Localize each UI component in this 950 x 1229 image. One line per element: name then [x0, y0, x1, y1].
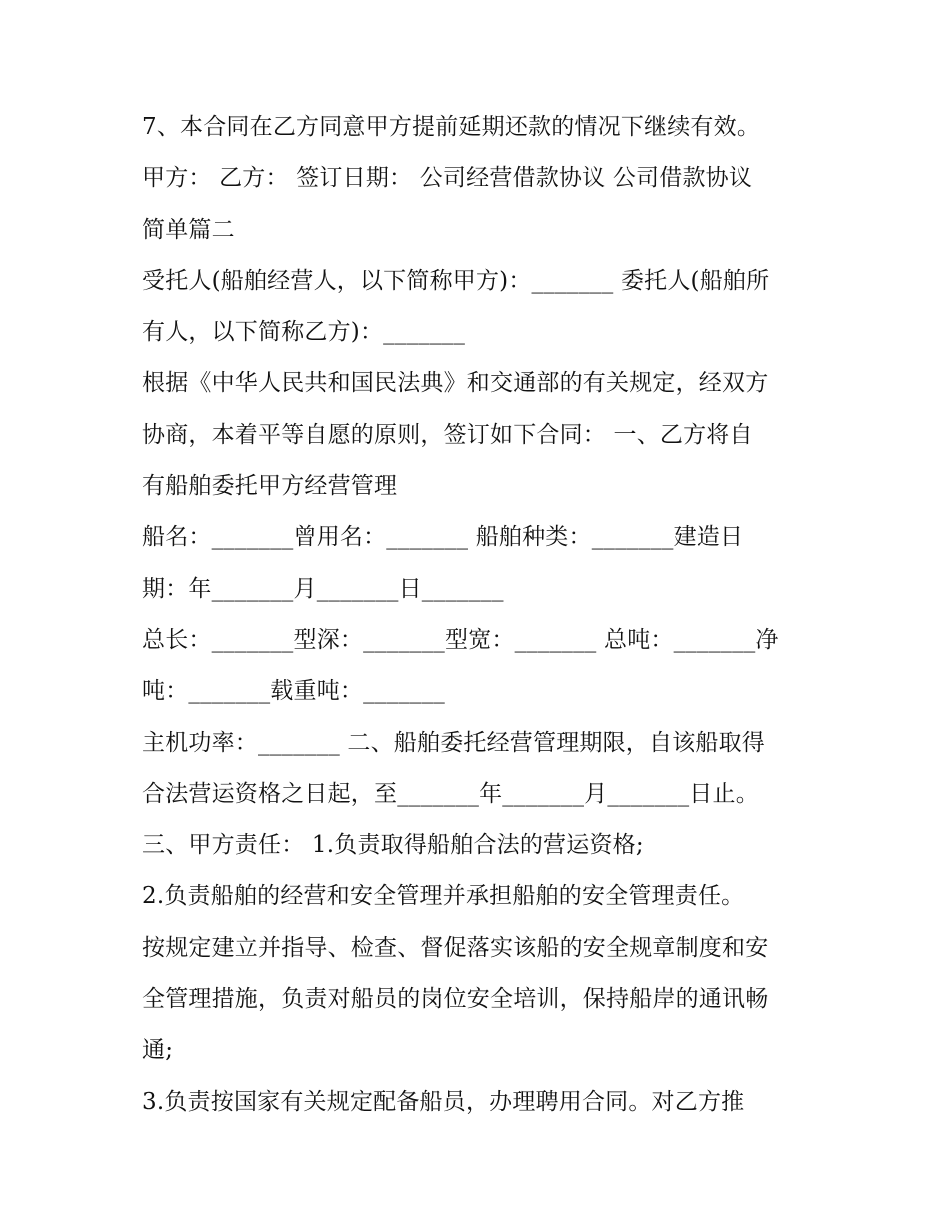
text-line: 全管理措施，负责对船员的岗位安全培训，保持船岸的通讯畅 [142, 986, 769, 1013]
text-line: 按规定建立并指导、检查、督促落实该船的安全规章制度和安 [142, 934, 769, 961]
text-line: 合法营运资格之日起，至_______年_______月_______日止。 [142, 780, 759, 807]
text-line: 根据《中华人民共和国民法典》和交通部的有关规定，经双方 [142, 370, 769, 397]
text-line: 甲方： 乙方： 签订日期： 公司经营借款协议 公司借款协议 [142, 165, 753, 192]
text-line: 三、甲方责任： 1.负责取得船舶合法的营运资格; [142, 832, 644, 859]
text-line: 有人，以下简称乙方)：_______ [142, 319, 466, 346]
document-body [142, 102, 822, 1128]
text-line: 期：年_______月_______日_______ [142, 575, 504, 602]
text-line: 船名：_______曾用名：_______ 船舶种类：_______建造日 [142, 524, 744, 551]
text-line: 总长：_______型深：_______型宽：_______ 总吨：_______净 [142, 626, 779, 653]
text-line: 协商，本着平等自愿的原则，签订如下合同： 一、乙方将自 [142, 421, 753, 448]
text-line: 3.负责按国家有关规定配备船员，办理聘用合同。对乙方推 [142, 1088, 745, 1115]
text-line: 吨：_______载重吨：_______ [142, 678, 445, 705]
text-line: 受托人(船舶经营人，以下简称甲方)：_______ 委托人(船舶所 [142, 267, 770, 294]
text-line: 主机功率：_______ 二、船舶委托经营管理期限，自该船取得 [142, 729, 766, 756]
text-line: 有船舶委托甲方经营管理 [142, 473, 398, 500]
text-line: 通; [142, 1037, 174, 1064]
text-line: 2.负责船舶的经营和安全管理并承担船舶的安全管理责任。 [142, 883, 745, 910]
text-line: 简单篇二 [142, 216, 235, 243]
text-line: 7、本合同在乙方同意甲方提前延期还款的情况下继续有效。 [142, 114, 761, 140]
